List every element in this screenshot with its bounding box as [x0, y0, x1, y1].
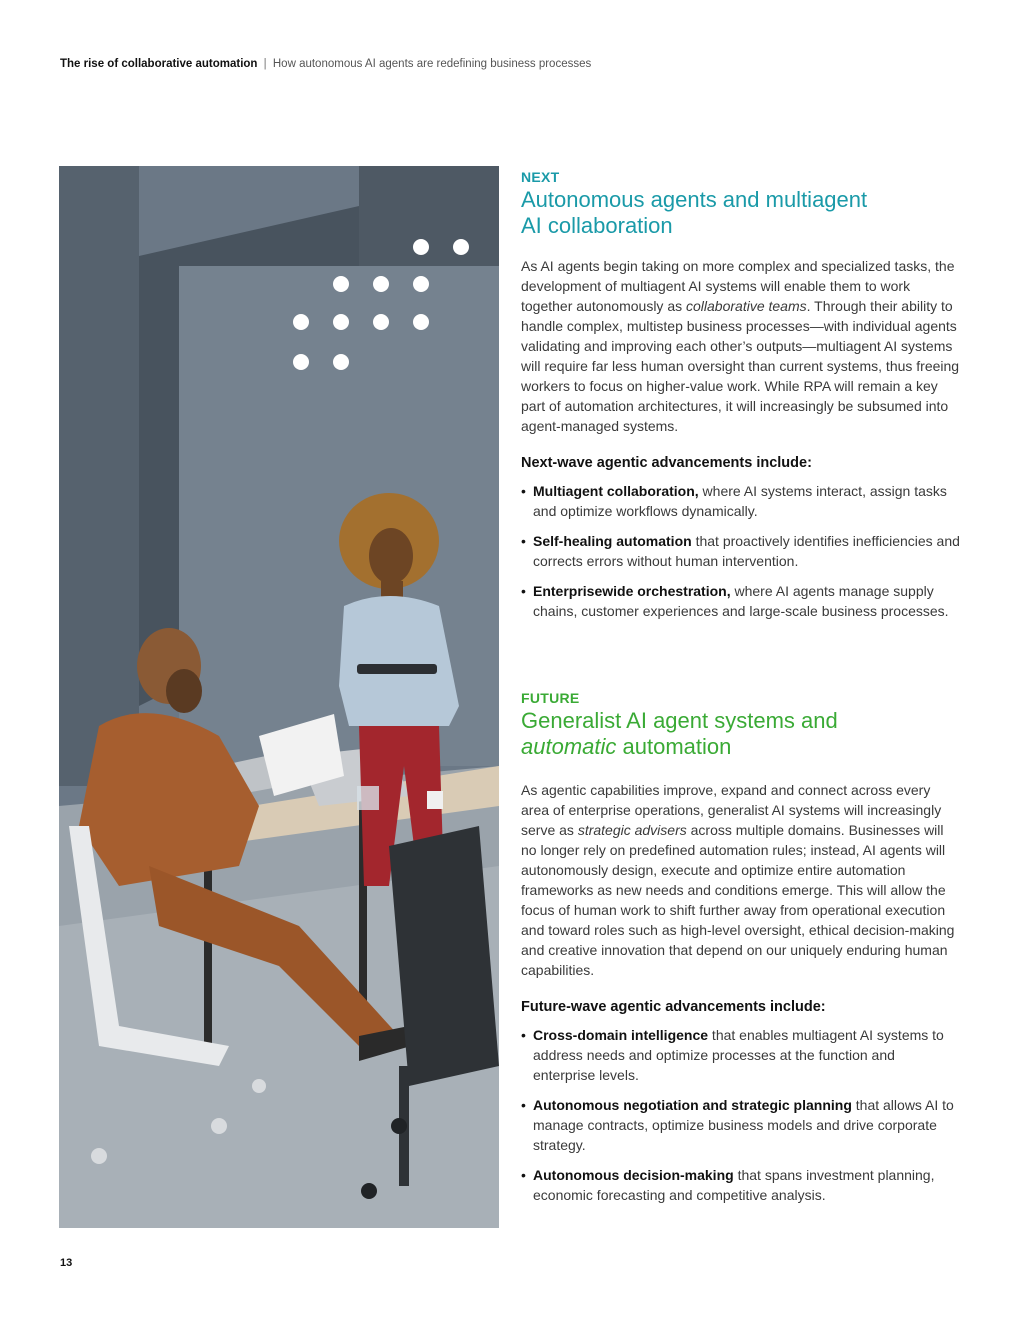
- list-item: [521, 481, 961, 521]
- future-title-emphasis: automatic: [521, 734, 617, 759]
- list-item: [521, 1025, 961, 1085]
- list-item: [521, 1095, 961, 1155]
- future-title: [521, 708, 961, 760]
- bullet-text: that spans investment planning, economic forecasting and competitive analysis.: [533, 1167, 935, 1203]
- office-meeting-photo: [59, 166, 499, 1228]
- next-para-part1: As AI agents begin taking on more complex and specialized tasks, the development of multiagent AI systems will enable them to work together autonomously as: [521, 258, 955, 314]
- bullet-bold: Enterprisewide orchestration,: [533, 583, 731, 599]
- bullet-bold: Autonomous negotiation and strategic planning: [533, 1097, 852, 1113]
- next-title-line1: Autonomous agents and multiagent: [521, 187, 868, 212]
- bullet-text: that allows AI to manage contracts, optimize business models and drive corporate strategy.: [533, 1097, 954, 1153]
- bullet-text: that enables multiagent AI systems to address needs and optimize processes at the function and enterprise levels.: [533, 1027, 944, 1083]
- next-subhead: Next-wave agentic advancements include:: [521, 455, 812, 471]
- future-eyebrow: FUTURE: [521, 690, 580, 706]
- future-title-rest: automation: [616, 734, 732, 759]
- bullet-bold: Self-healing automation: [533, 533, 692, 549]
- future-title-line1: Generalist AI agent systems and: [521, 708, 838, 733]
- next-section: [521, 169, 961, 631]
- next-eyebrow: NEXT: [521, 169, 560, 185]
- bullet-bold: Autonomous decision-making: [533, 1167, 734, 1183]
- next-paragraph: [521, 256, 961, 436]
- bullet-bold: Multiagent collaboration,: [533, 483, 699, 499]
- future-bullet-list: [521, 1025, 961, 1205]
- bullet-text: that proactively identifies inefficiencies and corrects errors without human intervention.: [533, 533, 960, 569]
- photo-illustration: [59, 166, 499, 1228]
- list-item: [521, 531, 961, 571]
- next-title-line2: AI collaboration: [521, 213, 673, 238]
- next-bullet-list: [521, 481, 961, 621]
- running-header: [60, 58, 591, 70]
- future-section: [521, 690, 961, 1215]
- future-para-emphasis: strategic advisers: [577, 822, 687, 838]
- future-para-part1: As agentic capabilities improve, expand and connect across every area of enterprise operations, generalist AI systems will increasingly serve as: [521, 782, 942, 838]
- bullet-text: where AI systems interact, assign tasks and optimize workflows dynamically.: [533, 483, 947, 519]
- next-para-emphasis: collaborative teams: [686, 298, 807, 314]
- bullet-bold: Cross-domain intelligence: [533, 1027, 709, 1043]
- future-subhead: Future-wave agentic advancements include:: [521, 999, 826, 1015]
- list-item: [521, 581, 961, 621]
- page-number: 13: [60, 1257, 73, 1269]
- future-para-part2: across multiple domains. Businesses will no longer rely on predefined automation rules; instead, AI agents will autonomously design, execute and optimize entire automation frameworks as new needs and conditions emerge. This will allow the focus of human work to shift further away from operational execution and toward roles such as high-level oversight, ethical decision-making and creative innovation that depend on our uniquely enduring human capabilities.: [521, 822, 955, 978]
- header-subtitle: How autonomous AI agents are redefining business processes: [272, 58, 592, 70]
- next-para-part2: . Through their ability to handle complex, multistep business processes—with individual agents validating and improving each other’s outputs—multiagent AI systems will require far less human oversight than current systems, thus freeing workers to focus on higher-value work. While RPA will remain a key part of automation architectures, it will increasingly be subsumed into agent-managed systems.: [521, 298, 960, 434]
- future-paragraph: [521, 780, 961, 980]
- header-title: The rise of collaborative automation: [60, 58, 258, 70]
- next-title: [521, 187, 961, 239]
- bullet-text: where AI agents manage supply chains, customer experiences and large-scale business processes.: [533, 583, 949, 619]
- list-item: [521, 1165, 961, 1205]
- header-separator: |: [263, 58, 267, 70]
